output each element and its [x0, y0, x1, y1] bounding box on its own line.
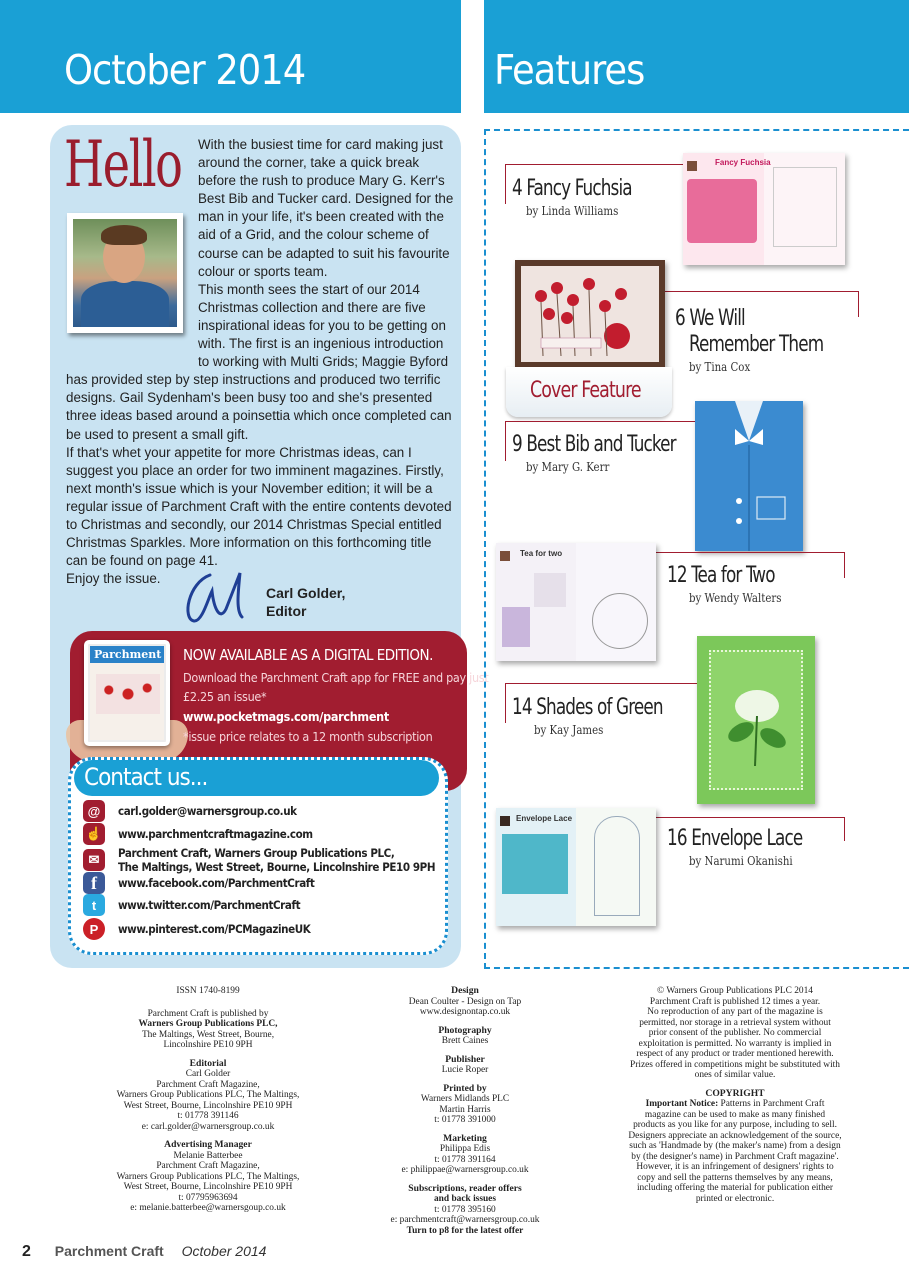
copyright-line: ones of similar value.: [694, 1070, 776, 1080]
feature-rule: [505, 683, 700, 684]
contact-email[interactable]: carl.golder@warnersgroup.co.uk: [118, 804, 297, 818]
hello-heading: Hello: [64, 128, 182, 202]
feature-rule: [505, 421, 506, 461]
issue-title: October 2014: [64, 46, 306, 94]
contact-address: [118, 846, 435, 874]
feature-title: 12 Tea for Two: [667, 563, 775, 588]
advertising-heading: Advertising Manager: [164, 1139, 252, 1150]
contact-facebook-row[interactable]: [83, 872, 314, 894]
tablet-magazine-title: Parchment: [94, 648, 162, 661]
credit-line: West Street, Bourne, Lincolnshire PE10 9PH: [123, 1182, 293, 1192]
digital-line1: Download the Parchment Craft app for FREE and pay just: [183, 670, 489, 685]
pinterest-icon: P: [83, 918, 105, 940]
envelope-lace-thumb-title: Envelope Lace: [516, 814, 573, 823]
envelope-lace-thumbnail[interactable]: [496, 808, 656, 926]
letter-icon: ✉: [83, 849, 105, 871]
credit-line: e: carl.golder@warnersgroup.co.uk: [141, 1121, 275, 1132]
notice-line: magazine can be used to make as many finished: [644, 1109, 826, 1120]
footer-date: October 2014: [181, 1243, 267, 1259]
contact-twitter[interactable]: www.twitter.com/ParchmentCraft: [118, 898, 301, 912]
page-footer: [22, 1243, 266, 1261]
credit-line: e: philippae@warnersgroup.co.uk: [401, 1165, 529, 1175]
feature-author: by Tina Cox: [689, 360, 751, 374]
subscriptions-heading-line2: and back issues: [433, 1194, 496, 1204]
feature-rule: [505, 683, 506, 723]
shades-of-green-thumbnail[interactable]: [697, 636, 815, 804]
contact-twitter-row[interactable]: [83, 894, 300, 916]
editor-signature: [180, 569, 260, 627]
copyright-line: © Warners Group Publications PLC 2014: [657, 986, 813, 996]
feature-envelope-lace[interactable]: [667, 826, 826, 868]
digital-note: *issue price relates to a 12 month subscription: [183, 729, 433, 744]
feature-author: by Kay James: [534, 723, 604, 737]
notice-line: by (the designer's name) in Parchment Craft magazine'.: [631, 1151, 839, 1162]
feature-rule: [655, 817, 845, 818]
publisher-heading: Publisher: [445, 1053, 485, 1065]
letter-paragraph: If that's whet your appetite for more Christmas ideas, can I suggest you place an order for two imminent magazines. Firstly, next month's issue which is your November edition; it will be a regular issue of Parchment Craft with the entire contents devoted to Christmas and secondly, our 2014 Christmas Special entitled Christmas Sparkles. More information on this forthcoming title can be found on page 41.: [66, 444, 452, 569]
footer-magazine-name: Parchment Craft: [54, 1243, 164, 1259]
credit-line: Lucie Roper: [441, 1065, 489, 1075]
feature-rule: [844, 552, 845, 578]
credit-line: West Street, Bourne, Lincolnshire PE10 9PH: [123, 1100, 293, 1111]
copyright-line: respect of any product or trader mentioned herewith.: [636, 1049, 834, 1059]
editor-signoff: [266, 584, 345, 620]
copyright-line: exploitation is permitted. No warranty is implied in: [638, 1038, 832, 1049]
feature-title-line2: Remember Them: [689, 332, 824, 357]
copyright-heading: COPYRIGHT: [705, 1087, 765, 1099]
feature-rule: [858, 291, 859, 317]
feature-rule: [665, 291, 859, 292]
credit-line: Parchment Craft Magazine,: [156, 1161, 260, 1171]
digital-line2: £2.25 an issue*: [183, 689, 267, 704]
credit-line: Warners Midlands PLC: [420, 1094, 510, 1104]
notice-line: copy and sell the patterns themselves by any means,: [637, 1172, 833, 1183]
notice-line: Designers appreciate an acknowledgement of the source,: [628, 1130, 842, 1141]
feature-rule: [505, 164, 506, 204]
credits-middle: [367, 986, 563, 1236]
credit-line: Dean Coulter - Design on Tap: [408, 996, 522, 1007]
twitter-icon: t: [83, 894, 105, 916]
features-title: Features: [494, 46, 645, 94]
feature-title: 16 Envelope Lace: [667, 826, 803, 851]
feature-rule: [505, 421, 695, 422]
editor-letter-text: [66, 136, 456, 588]
tablet-image: [84, 640, 170, 746]
marketing-heading: Marketing: [443, 1132, 487, 1144]
credit-line: Martin Harris: [439, 1104, 491, 1115]
bib-tucker-thumbnail[interactable]: [695, 401, 803, 551]
fancy-fuchsia-thumbnail[interactable]: [683, 153, 845, 265]
contact-email-row[interactable]: [83, 800, 297, 822]
tea-for-two-thumbnail[interactable]: [496, 543, 656, 661]
copyright-line: permitted, nor storage in a retrieval system without: [639, 1017, 831, 1028]
publisher-address: Lincolnshire PE10 9PH: [163, 1040, 253, 1050]
credit-line: Philippa Edis: [439, 1144, 491, 1154]
shirt-card-art: [695, 401, 803, 551]
digital-url-link[interactable]: www.pocketmags.com/parchment: [183, 709, 389, 724]
fancy-fuchsia-thumb-title: Fancy Fuchsia: [715, 158, 771, 167]
credit-line: e: parchmentcraft@warnersgroup.co.uk: [390, 1215, 540, 1225]
credit-line: e: melanie.batterbee@warnersgoup.co.uk: [130, 1203, 286, 1213]
feature-tea-for-two[interactable]: [667, 563, 798, 605]
notice-line-first: [605, 1099, 865, 1110]
feature-author: by Wendy Walters: [689, 591, 782, 605]
pointer-hand-icon: ☝: [83, 823, 105, 845]
printed-by-heading: Printed by: [443, 1082, 487, 1094]
feature-title-line1: 6 We Will: [675, 306, 745, 331]
digital-headline: NOW AVAILABLE AS A DIGITAL EDITION.: [183, 646, 433, 664]
credit-line: www.designontap.co.uk: [419, 1007, 511, 1017]
feature-title: 9 Best Bib and Tucker: [512, 432, 676, 457]
contact-pinterest-row[interactable]: [83, 918, 310, 940]
notice-line: such as 'Handmade by (the maker's name) from a design: [629, 1141, 841, 1151]
credit-line: Melanie Batterbee: [173, 1150, 243, 1161]
contact-web-row[interactable]: [83, 823, 313, 845]
letter-paragraph: Enjoy the issue.: [66, 571, 161, 587]
contact-facebook[interactable]: www.facebook.com/ParchmentCraft: [118, 876, 315, 890]
contact-post-row: [83, 846, 435, 874]
editorial-heading: Editorial: [189, 1057, 227, 1069]
copyright-line: prior consent of the publisher. No commercial: [648, 1028, 822, 1038]
contact-website[interactable]: www.parchmentcraftmagazine.com: [118, 827, 313, 841]
editor-name: Carl Golder,: [266, 585, 346, 601]
photography-heading: Photography: [438, 1024, 492, 1036]
notice-line: printed or electronic.: [695, 1193, 775, 1204]
header-right-bar: [484, 0, 909, 113]
facebook-icon: f: [83, 872, 105, 894]
feature-rule: [655, 552, 845, 553]
credit-line: Warners Group Publications PLC, The Maltings,: [116, 1090, 300, 1100]
feature-author: by Linda Williams: [526, 204, 619, 218]
credit-line: Carl Golder: [185, 1069, 231, 1079]
notice-line: Patterns in Parchment Craft: [718, 1099, 825, 1109]
notice-line: including offering the material for publication either: [636, 1183, 834, 1193]
published-by-text: Parchment Craft is published by: [147, 1008, 269, 1019]
letter-paragraph: With the busiest time for card making just around the corner, take a quick break before the rush to produce Mary G. Kerr's Best Bib and Tucker card. Designed for the man in your life, it's been created with the aid of a Grid, and the colour scheme of course can be adapted to suit his favourite colour or sports team.: [198, 137, 454, 279]
subscriptions-heading: Subscriptions, reader offers: [408, 1182, 522, 1194]
tea-for-two-thumb-title: Tea for two: [520, 549, 563, 558]
feature-title: 4 Fancy Fuchsia: [512, 176, 632, 201]
credit-line: t: 07795963694: [178, 1192, 238, 1203]
latest-offer-text: Turn to p8 for the latest offer: [406, 1225, 524, 1236]
lily-card-art: [697, 636, 815, 804]
contact-address-line2: The Maltings, West Street, Bourne, Lincolnshire PE10 9PH: [118, 860, 436, 874]
feature-best-bib-and-tucker[interactable]: [512, 432, 705, 474]
credit-line: Warners Group Publications PLC, The Maltings,: [116, 1171, 300, 1182]
credit-line: t: 01778 391146: [177, 1111, 239, 1121]
contact-title: Contact us...: [84, 763, 208, 791]
editor-role: Editor: [266, 603, 307, 619]
header-left-bar: [0, 0, 461, 113]
credit-line: t: 01778 395160: [434, 1204, 496, 1215]
feature-fancy-fuchsia[interactable]: [512, 176, 653, 218]
copyright-line: Prizes offered in competitions might be substituted with: [630, 1059, 840, 1070]
feature-we-will-remember-them[interactable]: [675, 306, 847, 374]
letter-paragraph: This month sees the start of our 2014 Christmas collection and there are five inspirational ideas for you to be getting on with. The first is an ingenious introduction to working with Multi Grids; Maggie Byford has provided step by step instructions and produced two terrific designs. Gail Sydenham's been busy too and she's presented three ideas based around a poinsettia which once completed can be used to present a small gift.: [66, 281, 452, 442]
feature-rule: [505, 164, 685, 165]
credit-line: Brett Caines: [441, 1036, 489, 1046]
credit-line: t: 01778 391164: [434, 1154, 496, 1165]
issn: ISSN 1740-8199: [176, 986, 240, 996]
cover-feature-label: Cover Feature: [530, 378, 641, 403]
feature-shades-of-green[interactable]: [512, 695, 689, 737]
page-number: 2: [22, 1243, 31, 1260]
contact-pinterest[interactable]: www.pinterest.com/PCMagazineUK: [118, 922, 311, 936]
poppy-card-art: [521, 266, 659, 362]
email-icon: @: [83, 800, 105, 822]
design-heading: Design: [451, 985, 479, 996]
copyright-line: Parchment Craft is published 12 times a year.: [649, 996, 821, 1007]
feature-author: by Mary G. Kerr: [526, 460, 610, 474]
copyright-line: No reproduction of any part of the magazine is: [647, 1007, 823, 1017]
credits-right: [605, 986, 865, 1204]
credit-line: t: 01778 391000: [434, 1115, 496, 1125]
contact-address-line1: Parchment Craft, Warners Group Publications PLC,: [118, 846, 395, 860]
cover-card-thumbnail[interactable]: [515, 260, 665, 368]
credits-left: [88, 986, 328, 1214]
notice-line: However, it is an infringement of designers' rights to: [636, 1162, 834, 1172]
notice-label: Important Notice:: [645, 1099, 719, 1109]
feature-title: 14 Shades of Green: [512, 695, 663, 720]
feature-rule: [844, 817, 845, 841]
credit-line: Parchment Craft Magazine,: [156, 1079, 260, 1090]
publisher-address: The Maltings, West Street, Bourne,: [141, 1029, 275, 1040]
notice-line: products as you like for any purpose, including to sell.: [633, 1120, 837, 1130]
publisher-name: Warners Group Publications PLC,: [138, 1019, 278, 1029]
feature-author: by Narumi Okanishi: [689, 854, 793, 868]
